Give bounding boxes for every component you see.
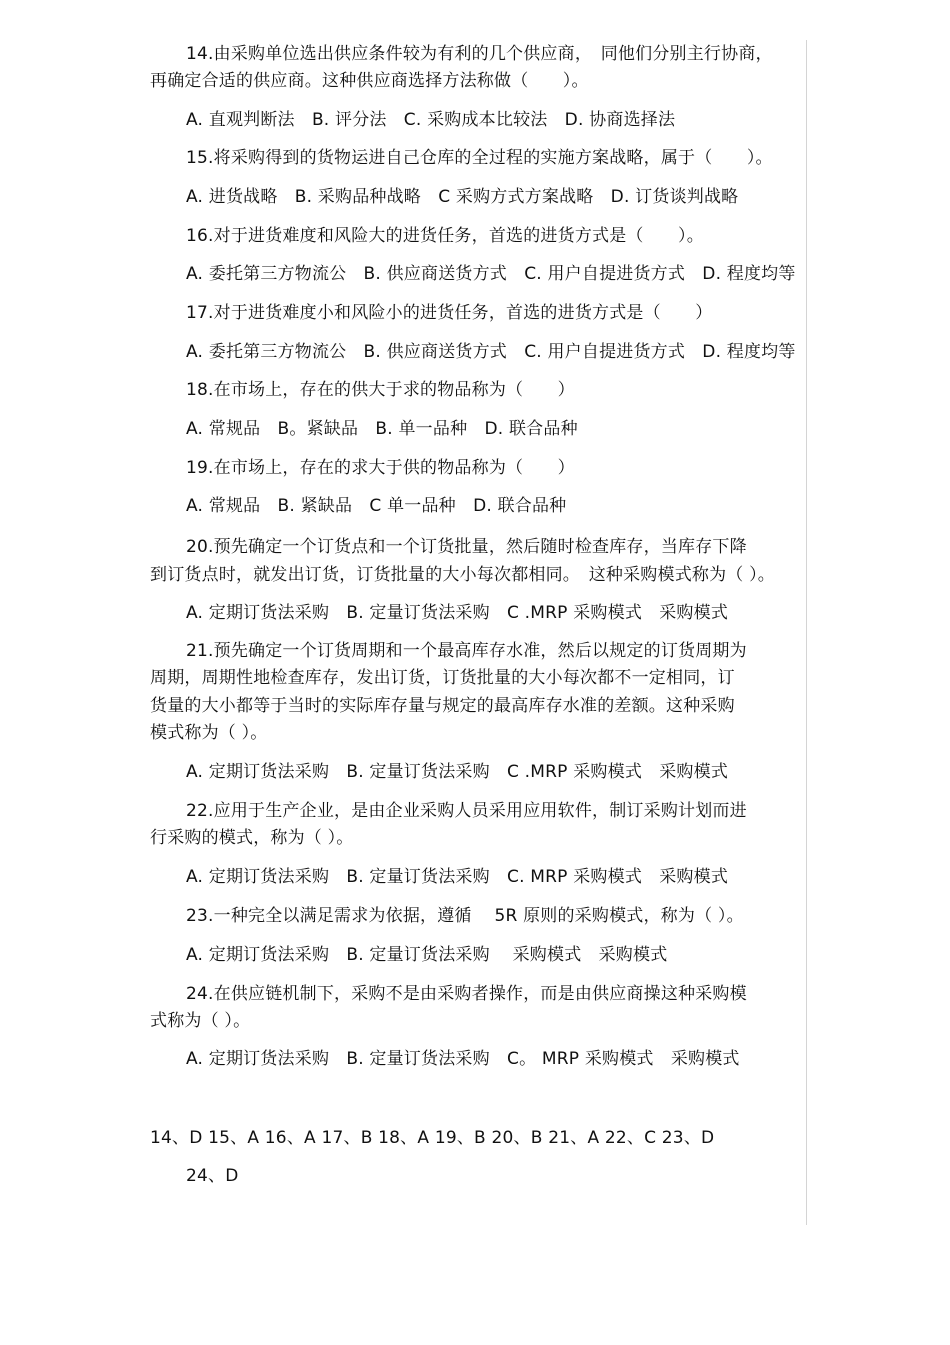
question-24-options: A. 定期订货法采购 B. 定量订货法采购 C。 MRP 采购模式 采购模式	[186, 1049, 740, 1069]
question-20-text-line-2: 到订货点时，就发出订货，订货批量的大小每次都相同。 这种采购模式称为（ ）。	[150, 565, 776, 585]
question-23-text-line-1: 23.一种完全以满足需求为依据，遵循 5R 原则的采购模式，称为（ ）。	[186, 906, 744, 926]
question-18-options: A. 常规品 B。紧缺品 B. 单一品种 D. 联合品种	[186, 419, 578, 439]
question-22-text-line-1: 22.应用于生产企业，是由企业采购人员采用应用软件，制订采购计划而进	[186, 801, 747, 821]
question-23-options: A. 定期订货法采购 B. 定量订货法采购 采购模式 采购模式	[186, 945, 668, 965]
question-21-options: A. 定期订货法采购 B. 定量订货法采购 C .MRP 采购模式 采购模式	[186, 762, 729, 782]
question-21-text-line-2: 周期，周期性地检查库存，发出订货，订货批量的大小每次都不一定相同，订	[150, 668, 735, 688]
question-20-options: A. 定期订货法采购 B. 定量订货法采购 C .MRP 采购模式 采购模式	[186, 603, 729, 623]
question-18-text-line-1: 18.在市场上，存在的供大于求的物品称为（ ）	[186, 380, 575, 400]
question-24-text-line-1: 24.在供应链机制下，采购不是由采购者操作，而是由供应商操这种采购模	[186, 984, 747, 1004]
margin-rule	[806, 40, 807, 1225]
question-14-text-line-1: 14.由采购单位选出供应条件较为有利的几个供应商， 同他们分别主行协商，	[186, 44, 773, 64]
question-15-options: A. 进货战略 B. 采购品种战略 C 采购方式方案战略 D. 订货谈判战略	[186, 187, 739, 207]
question-16-options: A. 委托第三方物流公 B. 供应商送货方式 C. 用户自提进货方式 D. 程度均等	[186, 264, 796, 284]
question-24-text-line-2: 式称为（ ）。	[150, 1011, 251, 1031]
question-17-text-line-1: 17.对于进货难度小和风险小的进货任务，首选的进货方式是（ ）	[186, 303, 713, 323]
question-19-text-line-1: 19.在市场上，存在的求大于供的物品称为（ ）	[186, 458, 575, 478]
question-21-text-line-4: 模式称为（ ）。	[150, 723, 268, 743]
question-15-text-line-1: 15.将采购得到的货物运进自己仓库的全过程的实施方案战略，属于（ ）。	[186, 148, 773, 168]
question-17-options: A. 委托第三方物流公 B. 供应商送货方式 C. 用户自提进货方式 D. 程度均等	[186, 342, 796, 362]
question-16-text-line-1: 16.对于进货难度和风险大的进货任务，首选的进货方式是（ ）。	[186, 226, 704, 246]
question-21-text-line-3: 货量的大小都等于当时的实际库存量与规定的最高库存水准的差额。这种采购	[150, 696, 735, 716]
answer-key-line-1: 14、D 15、A 16、A 17、B 18、A 19、B 20、B 21、A 22、C 23、D	[150, 1128, 715, 1148]
question-20-text-line-1: 20.预先确定一个订货点和一个订货批量，然后随时检查库存，当库存下降	[186, 537, 747, 557]
question-14-text-line-2: 再确定合适的供应商。这种供应商选择方法称做（ ）。	[150, 71, 589, 91]
question-21-text-line-1: 21.预先确定一个订货周期和一个最高库存水准，然后以规定的订货周期为	[186, 641, 747, 661]
question-22-text-line-2: 行采购的模式，称为（ ）。	[150, 828, 354, 848]
answer-key-line-2: 24、D	[186, 1166, 239, 1186]
question-19-options: A. 常规品 B. 紧缺品 C 单一品种 D. 联合品种	[186, 496, 567, 516]
question-14-options: A. 直观判断法 B. 评分法 C. 采购成本比较法 D. 协商选择法	[186, 110, 676, 130]
question-22-options: A. 定期订货法采购 B. 定量订货法采购 C. MRP 采购模式 采购模式	[186, 867, 729, 887]
